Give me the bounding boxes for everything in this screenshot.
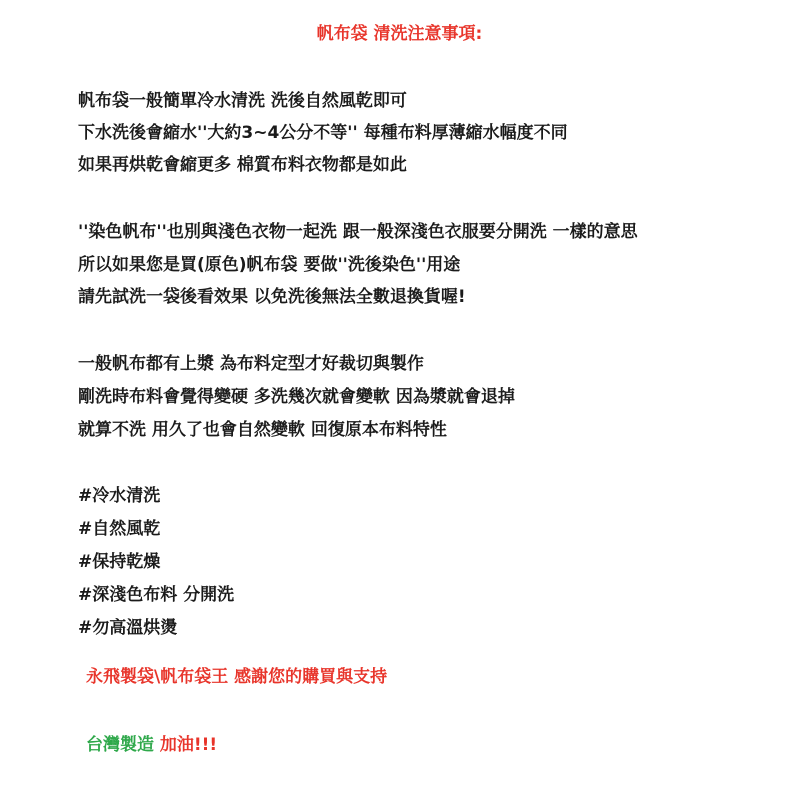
paragraph-1-line-1: 帆布袋一般簡單冷水清洗 洗後自然風乾即可 bbox=[78, 91, 407, 111]
paragraph-1-line-3: 如果再烘乾會縮更多 棉質布料衣物都是如此 bbox=[78, 155, 407, 175]
paragraph-2-line-2: 所以如果您是買(原色)帆布袋 要做''洗後染色''用途 bbox=[78, 255, 461, 275]
made-in-taiwan: 台灣製造 bbox=[86, 735, 154, 755]
cheer-text: 加油!!! bbox=[154, 735, 218, 755]
paragraph-2-line-3: 請先試洗一袋後看效果 以免洗後無法全數退換貨喔! bbox=[78, 287, 466, 307]
hashtag-cold-water-wash: #冷水清洗 bbox=[78, 486, 161, 506]
page-title: 帆布袋 清洗注意事項: bbox=[316, 24, 483, 44]
hashtag-air-dry: #自然風乾 bbox=[78, 519, 161, 539]
hashtag-keep-dry: #保持乾燥 bbox=[78, 552, 161, 572]
paragraph-1-line-2: 下水洗後會縮水''大約3~4公分不等'' 每種布料厚薄縮水幅度不同 bbox=[78, 123, 568, 143]
paragraph-3-line-2: 剛洗時布料會覺得變硬 多洗幾次就會變軟 因為漿就會退掉 bbox=[78, 387, 515, 407]
paragraph-3-line-3: 就算不洗 用久了也會自然變軟 回復原本布料特性 bbox=[78, 420, 447, 440]
hashtag-separate-colors: #深淺色布料 分開洗 bbox=[78, 585, 235, 605]
thanks-message: 永飛製袋\帆布袋王 感謝您的購買與支持 bbox=[86, 667, 388, 687]
hashtag-no-high-heat: #勿高溫烘燙 bbox=[78, 618, 178, 638]
paragraph-2-line-1: ''染色帆布''也別與淺色衣物一起洗 跟一般深淺色衣服要分開洗 一樣的意思 bbox=[78, 222, 638, 242]
closing-line bbox=[86, 733, 217, 757]
paragraph-3-line-1: 一般帆布都有上漿 為布料定型才好裁切與製作 bbox=[78, 354, 424, 374]
